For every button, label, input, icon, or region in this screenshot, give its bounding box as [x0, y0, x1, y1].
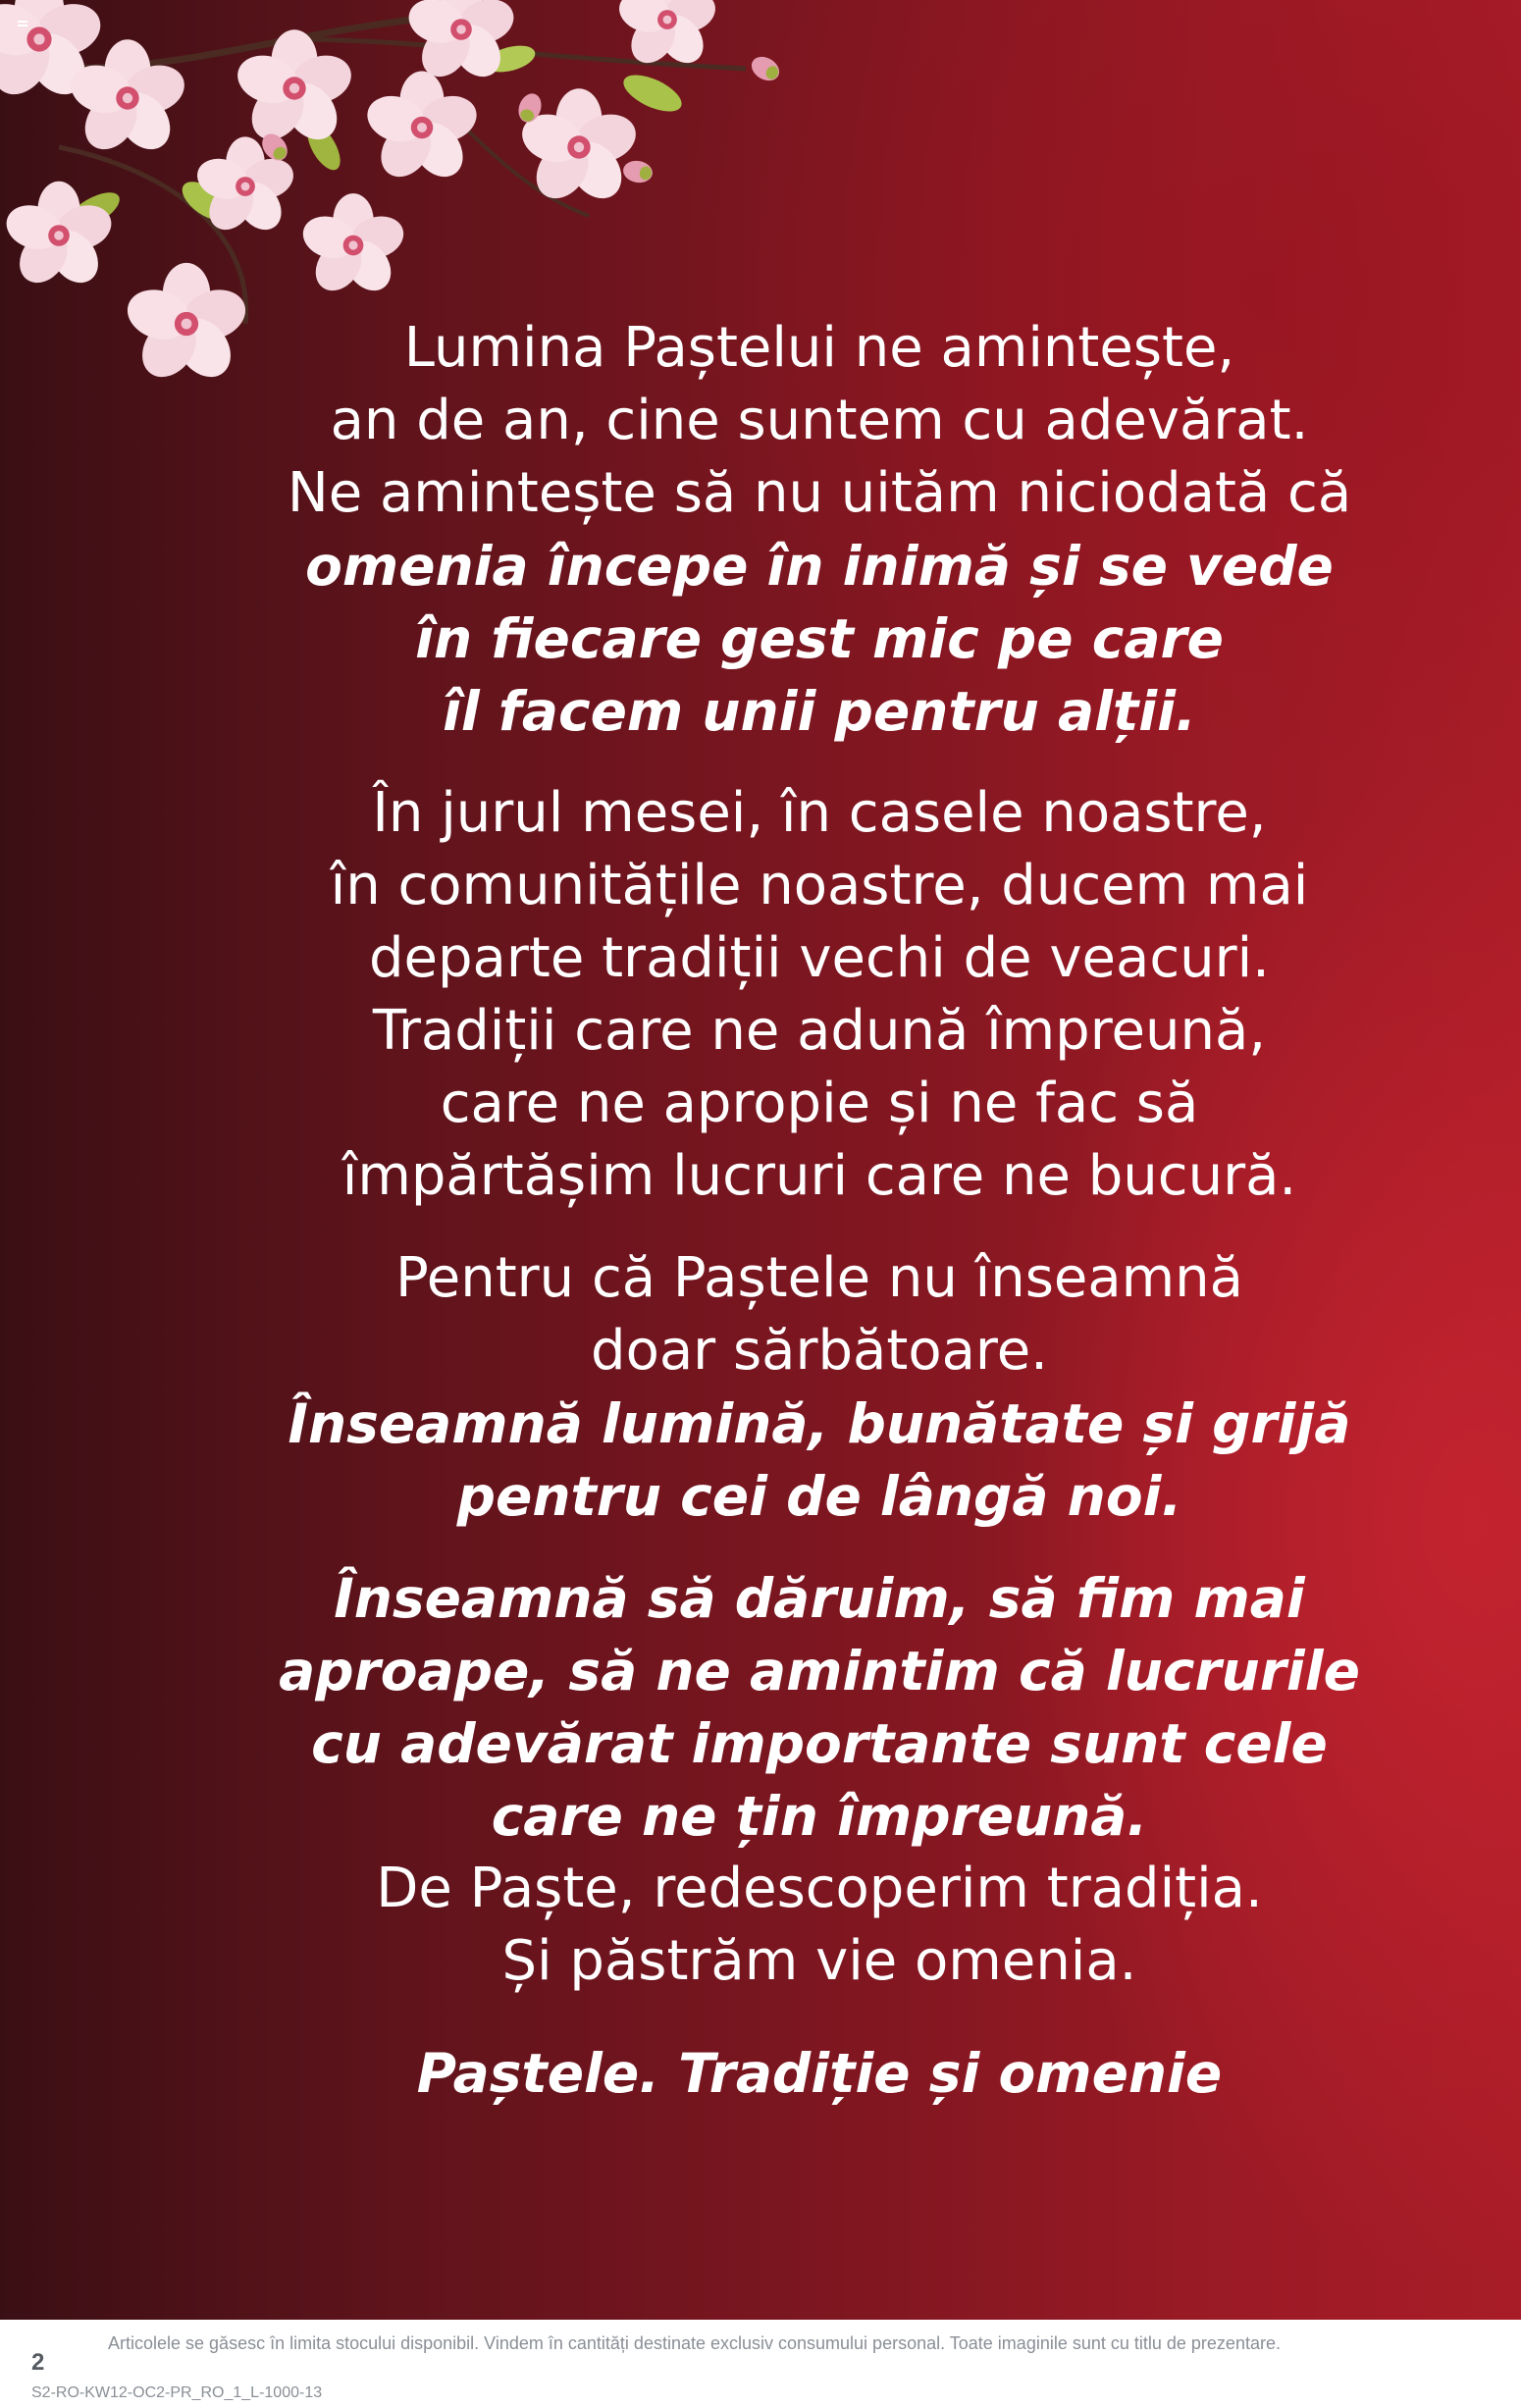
- paragraph-4: [196, 1562, 1442, 1998]
- text-line: În jurul mesei, în casele noastre,: [372, 781, 1267, 845]
- page-footer: [0, 2320, 1521, 2408]
- emphasized-text-line: îl facem unii pentru alții.: [443, 680, 1196, 743]
- text-line: Lumina Paștelui ne amintește,: [403, 316, 1235, 380]
- text-line: care ne apropie și ne fac să: [440, 1072, 1199, 1135]
- page-number: 2: [31, 2349, 45, 2376]
- poster-message: [196, 312, 1442, 2139]
- emphasized-text-line: Înseamnă lumină, bunătate și grijă: [288, 1392, 1351, 1455]
- text-line: Și păstrăm vie omenia.: [501, 1929, 1137, 1993]
- text-line: Tradiții care ne adună împreună,: [372, 999, 1267, 1063]
- paragraph-2: [196, 777, 1442, 1213]
- tagline: [196, 2037, 1442, 2110]
- text-line: departe tradiții vechi de veacuri.: [369, 926, 1270, 990]
- disclaimer-text: Articolele se găsesc în limita stocului disponibil. Vindem în cantități destinate exclusiv consumului personal. Toate imaginile sunt cu titlu de prezentare.: [108, 2333, 1281, 2353]
- text-line: împărtășim lucruri care ne bucură.: [341, 1144, 1297, 1208]
- emphasized-text-line: Înseamnă să dăruim, să fim mai: [334, 1567, 1305, 1630]
- tagline-text: Paștele. Tradiție și omenie: [416, 2042, 1223, 2105]
- menu-icon[interactable]: [18, 20, 27, 29]
- text-line: an de an, cine suntem cu adevărat.: [330, 389, 1309, 452]
- emphasized-text-line: pentru cei de lângă noi.: [456, 1465, 1182, 1528]
- text-line: Pentru că Paștele nu înseamnă: [394, 1246, 1243, 1310]
- document-code: S2-RO-KW12-OC2-PR_RO_1_L-1000-13: [31, 2384, 323, 2401]
- paragraph-3: [196, 1242, 1442, 1533]
- emphasized-text-line: care ne țin împreună.: [491, 1785, 1148, 1848]
- text-line: în comunitățile noastre, ducem mai: [330, 854, 1309, 917]
- emphasized-text-line: aproape, să ne amintim că lucrurile: [279, 1640, 1360, 1702]
- emphasized-text-line: în fiecare gest mic pe care: [415, 607, 1224, 670]
- text-line: De Paște, redescoperim tradiția.: [376, 1857, 1263, 1920]
- emphasized-text-line: cu adevărat importante sunt cele: [311, 1712, 1328, 1775]
- text-line: Ne amintește să nu uităm niciodată că: [287, 461, 1352, 525]
- paragraph-1: [196, 312, 1442, 748]
- emphasized-text-line: omenia începe în inimă și se vede: [305, 535, 1334, 598]
- text-line: doar sărbătoare.: [591, 1319, 1048, 1383]
